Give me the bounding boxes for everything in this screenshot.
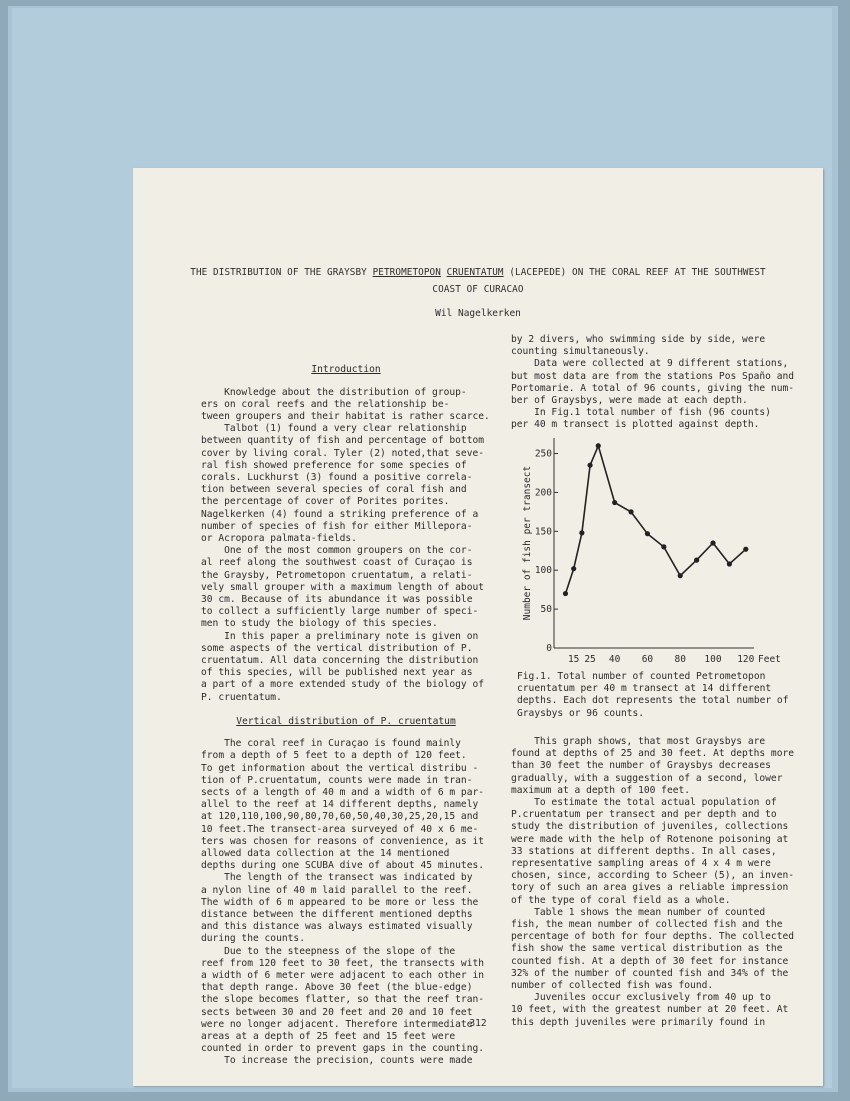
data-point xyxy=(710,540,715,545)
x-axis-label: Feet xyxy=(758,654,781,665)
title-part-end: (LACEPEDE) ON THE CORAL REEF AT THE SOUTHWEST xyxy=(503,267,766,278)
y-axis-label: Number of fish per transect xyxy=(522,465,533,621)
author-name: Wil Nagelkerken xyxy=(435,308,521,319)
y-tick-label: 250 xyxy=(534,448,552,460)
data-point xyxy=(645,531,650,536)
data-point xyxy=(727,561,732,566)
x-tick-label: 40 xyxy=(608,654,621,665)
data-point xyxy=(571,566,576,571)
data-point xyxy=(596,443,601,448)
introduction-heading: Introduction xyxy=(311,364,381,376)
data-line xyxy=(566,446,746,594)
page-number: 312 xyxy=(469,1018,487,1029)
data-point xyxy=(694,558,699,563)
title-line-2: COAST OF CURACAO xyxy=(432,284,524,295)
y-tick-label: 200 xyxy=(534,487,552,499)
vertical-distribution-heading: Vertical distribution of P. cruentatum xyxy=(236,715,456,727)
data-point xyxy=(743,547,748,552)
data-point xyxy=(563,591,568,596)
right-column-top-text: by 2 divers, who swimming side by side, were counting simultaneously. Data were collected at 9 different stations, but most data are from the stations Pos Spaño and Portomarie. A total of 96 counts, giving the num- ber of Graysbys, were made at each depth. In Fig.1 total number of fish (96 counts) per 40 m transect is plotted against depth. xyxy=(511,334,795,431)
title-part: THE DISTRIBUTION OF THE GRAYSBY xyxy=(190,267,373,278)
data-point xyxy=(612,500,617,505)
title-genus: PETROMETOPON xyxy=(372,267,441,278)
x-tick-label: 15 xyxy=(567,654,580,665)
data-point xyxy=(661,544,666,549)
y-tick-label: 150 xyxy=(534,526,552,538)
x-tick-label: 100 xyxy=(704,654,722,665)
data-point xyxy=(579,530,584,535)
x-tick-label: 120 xyxy=(737,654,755,665)
y-tick-label: 0 xyxy=(546,643,552,654)
x-tick-label: 25 xyxy=(584,654,596,665)
depth-chart xyxy=(518,430,781,665)
left-column xyxy=(201,340,491,1080)
right-column-bottom-text: This graph shows, that most Graysbys are found at depths of 25 and 30 feet. At depths more than 30 feet the number of Graysbys decreases gradually, with a suggestion of a second, lower maximum at a depth of 100 feet. To estimate the total actual population of P.cruentatum per transect and per depth and to study the distribution of juveniles, collections were made with the help of Rotenone poisoning at 33 stations at different depths. In all cases, representative sampling areas of 4 x 4 m were chosen, since, according to Scheer (5), an inven- tory of such an area gives a reliable impression of the type of coral field as a whole. Table 1 shows the mean number of counted fish, the mean number of collected fish and the percentage of both for four depths. The collected fish show the same vertical distribution as the counted fish. At a depth of 30 feet for instance 32% of the number of counted fish and 34% of the number of collected fish was found. Juveniles occur exclusively from 40 up to 10 feet, with the greatest number at 20 feet. At this depth juveniles were primarily found in xyxy=(511,736,795,1028)
paper-title xyxy=(143,264,813,298)
figure-caption: Fig.1. Total number of counted Petrometopon cruentatum per 40 m transect at 14 different depths. Each dot represents the total number of Graysbys or 96 counts. xyxy=(517,671,789,719)
data-point xyxy=(587,463,592,468)
data-point xyxy=(678,573,683,578)
x-tick-label: 60 xyxy=(641,654,654,665)
data-point xyxy=(628,509,633,514)
vertical-distribution-text: The coral reef in Curaçao is found mainly from a depth of 5 feet to a depth of 120 feet. To get information about the vertical distribu - tion of P.cruentatum, counts were made in tran- sects of a length of 40 m and a width of 6 m par- allel to the reef at 14 different depths, namely at 120,110,100,90,80,70,60,50,40,30,25,20,15 and 10 feet.The transect-area surveyed of 40 x 6 me- ters was chosen for reasons of convenience, as it allowed data collection at the 14 mentioned depths during one SCUBA dive of about 45 minutes. The length of the transect was indicated by a nylon line of 40 m laid parallel to the reef. The width of 6 m appeared to be more or less the distance between the different mentioned depths and this distance was always estimated visually during the counts. Due to the steepness of the slope of the reef from 120 feet to 30 feet, the transects with a width of 6 meter were adjacent to each other in that depth range. Above 30 feet (the blue-edge) the slope becomes flatter, so that the reef tran- sects between 30 and 20 feet and 20 and 10 feet were no longer adjacent. Therefore intermediate areas at a depth of 25 feet and 15 feet were counted in order to prevent gaps in the counting. To increase the precision, counts were made xyxy=(201,738,485,1067)
y-tick-label: 100 xyxy=(534,565,552,577)
introduction-text: Knowledge about the distribution of group- ers on coral reefs and the relationship be- tween groupers and their habitat is rather scarce. Talbot (1) found a very clear relationship between quantity of fish and percentage of bottom cover by living coral. Tyler (2) noted,that seve- ral fish showed preference for some species of corals. Luckhurst (3) found a positive correla- tion between several species of coral fish and the percentage of cover of Porites porites. Nagelkerken (4) found a striking preference of a number of species of fish for either Millepora- or Acropora palmata-fields. One of the most common groupers on the cor- al reef along the southwest coast of Curaçao is the Graysby, Petrometopon cruentatum, a relati- vely small grouper with a maximum length of about 30 cm. Because of its abundance it was possible to collect a sufficiently large number of speci- men to study the biology of this species. In this paper a preliminary note is given on some aspects of the vertical distribution of P. cruentatum. All data concerning the distribution of this species, will be published next year as a part of a more extended study of the biology of P. cruentatum. xyxy=(201,386,490,703)
y-tick-label: 50 xyxy=(540,604,552,616)
x-tick-label: 80 xyxy=(674,654,686,665)
title-species: CRUENTATUM xyxy=(446,267,504,278)
paper-page xyxy=(133,168,823,1086)
